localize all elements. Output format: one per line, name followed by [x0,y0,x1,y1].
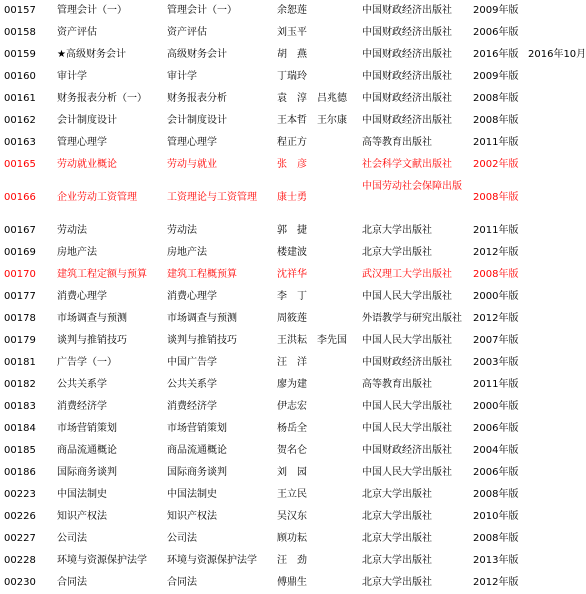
course-name-cell: 审计学 [57,71,87,82]
edition-cell: 2000年版 [473,401,519,412]
textbook-title-cell: 环境与资源保护法学 [167,555,257,566]
author-cell: 楼建波 [277,247,307,258]
publisher-cell: 中国财政经济出版社 [362,93,452,104]
textbook-title-cell: 管理会计（一） [167,5,237,16]
edition-cell: 2009年版 [473,5,519,16]
publisher-cell: 中国财政经济出版社 [362,445,452,456]
course-name-cell: 合同法 [57,577,87,588]
table-row [0,550,580,572]
note-cell [528,110,580,132]
publisher-cell: 外语教学与研究出版社 [362,313,462,324]
course-code-cell: 00162 [4,115,36,126]
note-cell [528,572,580,594]
author-cell: 李 丁 [277,291,307,302]
course-code-cell: 00177 [4,291,36,302]
note-cell [528,264,580,286]
publisher-cell: 武汉理工大学出版社 [362,269,452,280]
course-name-cell: 劳动就业概论 [57,159,117,170]
note-cell [528,154,580,176]
course-code-cell: 00183 [4,401,36,412]
author-cell: 王立民 [277,489,307,500]
edition-cell: 2006年版 [473,423,519,434]
publisher-cell: 社会科学文献出版社 [362,159,452,170]
textbook-title-cell: 消费心理学 [167,291,217,302]
table-row [0,418,580,440]
course-name-cell: 消费经济学 [57,401,107,412]
table-row [0,572,580,594]
edition-cell: 2016年版 [473,49,519,60]
publisher-cell: 北京大学出版社 [362,555,432,566]
course-code-cell: 00228 [4,555,36,566]
author-cell: 郭 捷 [277,225,307,236]
author-cell: 余恕莲 [277,5,307,16]
publisher-cell: 中国劳动社会保障出版 [362,181,462,192]
publisher-cell: 中国财政经济出版社 [362,357,452,368]
textbook-title-cell: 公司法 [167,533,197,544]
author-cell: 周筱莲 [277,313,307,324]
textbook-title-cell: 劳动与就业 [167,159,217,170]
textbook-title-cell: 高级财务会计 [167,49,227,60]
note-cell [528,440,580,462]
note-cell [528,308,580,330]
course-code-cell: 00227 [4,533,36,544]
note-cell [528,506,580,528]
edition-cell: 2006年版 [473,467,519,478]
textbook-title-cell: 会计制度设计 [167,115,227,126]
edition-cell: 2011年版 [473,137,519,148]
table-row [0,440,580,462]
textbook-title-cell: 合同法 [167,577,197,588]
edition-cell: 2012年版 [473,577,519,588]
edition-cell: 2012年版 [473,313,519,324]
edition-cell: 2008年版 [473,533,519,544]
table-row [0,352,580,374]
course-name-cell: 知识产权法 [57,511,107,522]
table-row [0,66,580,88]
publisher-cell: 中国财政经济出版社 [362,71,452,82]
author-cell: 吴汉东 [277,511,307,522]
textbook-title-cell: 商品流通概论 [167,445,227,456]
table-row [0,154,580,176]
textbook-title-cell: 中国广告学 [167,357,217,368]
course-code-cell: 00184 [4,423,36,434]
publisher-cell: 中国财政经济出版社 [362,5,452,16]
course-name-cell: 公共关系学 [57,379,107,390]
author-cell: 傅鼎生 [277,577,307,588]
publisher-cell: 中国人民大学出版社 [362,467,452,478]
edition-cell: 2013年版 [473,555,519,566]
note-cell [528,22,580,44]
publisher-cell: 中国人民大学出版社 [362,401,452,412]
publisher-cell: 北京大学出版社 [362,533,432,544]
table-row [0,242,580,264]
author-cell: 伊志宏 [277,401,307,412]
course-code-cell: 00186 [4,467,36,478]
edition-cell: 2006年版 [473,27,519,38]
publisher-cell: 中国财政经济出版社 [362,115,452,126]
edition-cell: 2002年版 [473,159,519,170]
publisher-cell: 北京大学出版社 [362,511,432,522]
edition-cell: 2011年版 [473,379,519,390]
course-name-cell: 商品流通概论 [57,445,117,456]
edition-cell: 2008年版 [473,192,519,203]
note-cell [528,88,580,110]
course-name-cell: 谈判与推销技巧 [57,335,127,346]
course-code-cell: 00166 [4,192,36,203]
course-code-cell: 00181 [4,357,36,368]
note-cell [528,330,580,352]
note-cell [528,374,580,396]
publisher-cell: 北京大学出版社 [362,225,432,236]
course-code-cell: 00178 [4,313,36,324]
textbook-title-cell: 消费经济学 [167,401,217,412]
author-cell: 胡 燕 [277,49,307,60]
course-code-cell: 00157 [4,5,36,16]
author-cell: 汪 劲 [277,555,307,566]
course-code-cell: 00165 [4,159,36,170]
textbook-title-cell: 房地产法 [167,247,207,258]
edition-cell: 2000年版 [473,291,519,302]
course-name-cell: 建筑工程定额与预算 [57,269,147,280]
publisher-cell: 高等教育出版社 [362,137,432,148]
note-cell [528,242,580,264]
course-code-cell: 00167 [4,225,36,236]
table-row [0,88,580,110]
publisher-cell: 中国人民大学出版社 [362,423,452,434]
textbook-title-cell: 中国法制史 [167,489,217,500]
edition-cell: 2004年版 [473,445,519,456]
publisher-cell: 高等教育出版社 [362,379,432,390]
course-name-cell: 房地产法 [57,247,97,258]
note-cell [528,286,580,308]
course-code-cell: 00185 [4,445,36,456]
author-cell: 廖为建 [277,379,307,390]
table-row [0,132,580,154]
author-cell: 王洪耘 李先国 [277,335,347,346]
course-code-cell: 00230 [4,577,36,588]
course-name-cell: 环境与资源保护法学 [57,555,147,566]
author-cell: 沈祥华 [277,269,307,280]
note-cell [528,352,580,374]
edition-cell: 2008年版 [473,489,519,500]
course-code-cell: 00160 [4,71,36,82]
edition-cell: 2008年版 [473,115,519,126]
author-cell: 刘玉平 [277,27,307,38]
author-cell: 康士勇 [277,192,307,203]
textbook-title-cell: 劳动法 [167,225,197,236]
author-cell: 丁瑞玲 [277,71,307,82]
note-cell [528,484,580,506]
table-row [0,0,580,22]
note-cell [528,462,580,484]
textbook-title-cell: 财务报表分析 [167,93,227,104]
textbook-title-cell: 建筑工程概预算 [167,269,237,280]
table-row [0,462,580,484]
course-name-cell: 财务报表分析（一） [57,93,147,104]
table-row [0,484,580,506]
course-code-cell: 00223 [4,489,36,500]
course-code-cell: 00226 [4,511,36,522]
table-row [0,176,580,220]
table-row [0,506,580,528]
course-name-cell: 中国法制史 [57,489,107,500]
note-cell [528,132,580,154]
note-cell [528,176,580,220]
author-cell: 汪 洋 [277,357,307,368]
author-cell: 王本哲 王尔康 [277,115,347,126]
note-cell [528,220,580,242]
course-code-cell: 00170 [4,269,36,280]
edition-cell: 2008年版 [473,93,519,104]
course-name-cell: 管理心理学 [57,137,107,148]
author-cell: 张 彦 [277,159,307,170]
textbook-title-cell: 审计学 [167,71,197,82]
note-cell [528,0,580,22]
note-cell [528,550,580,572]
edition-cell: 2007年版 [473,335,519,346]
edition-cell: 2011年版 [473,225,519,236]
note-cell: 2016年10月 [528,49,586,60]
table-row [0,286,580,308]
edition-cell: 2010年版 [473,511,519,522]
textbook-title-cell: 工资理论与工资管理 [167,192,257,203]
textbook-title-cell: 国际商务谈判 [167,467,227,478]
course-name-cell: 资产评估 [57,27,97,38]
table-row [0,110,580,132]
course-code-cell: 00163 [4,137,36,148]
textbook-title-cell: 谈判与推销技巧 [167,335,237,346]
course-name-cell: 公司法 [57,533,87,544]
table-row [0,44,586,66]
textbook-title-cell: 市场营销策划 [167,423,227,434]
publisher-cell: 北京大学出版社 [362,489,432,500]
publisher-cell: 中国财政经济出版社 [362,27,452,38]
note-cell [528,396,580,418]
textbook-title-cell: 资产评估 [167,27,207,38]
course-code-cell: 00159 [4,49,36,60]
author-cell: 贺名仑 [277,445,307,456]
note-cell [528,66,580,88]
course-code-cell: 00161 [4,93,36,104]
note-cell [528,418,580,440]
table-row [0,308,580,330]
course-code-cell: 00182 [4,379,36,390]
author-cell: 袁 淳 吕兆德 [277,93,347,104]
course-name-cell: 广告学（一） [57,357,117,368]
author-cell: 杨岳全 [277,423,307,434]
publisher-cell: 中国人民大学出版社 [362,291,452,302]
table-row [0,330,580,352]
textbook-title-cell: 管理心理学 [167,137,217,148]
course-name-cell: 国际商务谈判 [57,467,117,478]
edition-cell: 2003年版 [473,357,519,368]
table-row [0,264,580,286]
course-code-cell: 00179 [4,335,36,346]
publisher-cell: 北京大学出版社 [362,247,432,258]
table-row [0,528,580,550]
course-name-cell: 企业劳动工资管理 [57,192,137,203]
course-name-cell: 会计制度设计 [57,115,117,126]
course-name-cell: 消费心理学 [57,291,107,302]
table-row [0,396,580,418]
author-cell: 刘 园 [277,467,307,478]
course-name-cell: ★高级财务会计 [57,49,126,60]
course-name-cell: 管理会计（一） [57,5,127,16]
textbook-title-cell: 公共关系学 [167,379,217,390]
publisher-cell: 中国财政经济出版社 [362,49,452,60]
table-row [0,220,580,242]
course-code-cell: 00158 [4,27,36,38]
publisher-cell: 中国人民大学出版社 [362,335,452,346]
edition-cell: 2009年版 [473,71,519,82]
course-name-cell: 市场营销策划 [57,423,117,434]
course-name-cell: 劳动法 [57,225,87,236]
course-name-cell: 市场调查与预测 [57,313,127,324]
publisher-cell: 北京大学出版社 [362,577,432,588]
edition-cell: 2012年版 [473,247,519,258]
textbook-title-cell: 市场调查与预测 [167,313,237,324]
author-cell: 顾功耘 [277,533,307,544]
course-code-cell: 00169 [4,247,36,258]
author-cell: 程正方 [277,137,307,148]
edition-cell: 2008年版 [473,269,519,280]
note-cell [528,528,580,550]
table-row [0,22,580,44]
table-row [0,374,580,396]
textbook-title-cell: 知识产权法 [167,511,217,522]
